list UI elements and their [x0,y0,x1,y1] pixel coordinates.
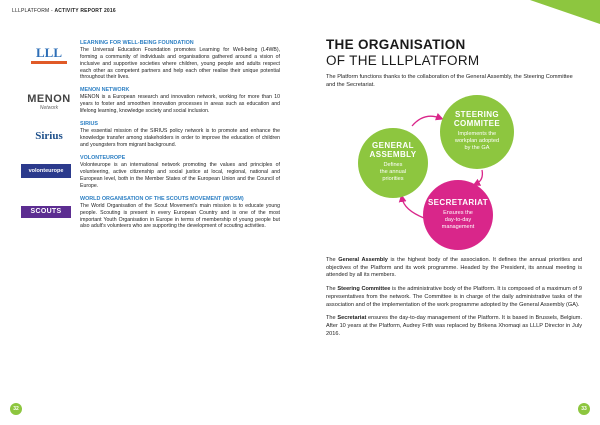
body-text [326,257,582,344]
paragraph-bold: Steering Committee [337,286,391,293]
menon-logo-sub: Network [39,104,59,111]
paragraph: The General Assembly is the highest body of the association. It defines the annual priorities and objectives of the Platform and its work programme. Headed by the President, its annual meeting is attended by all its members. [326,257,582,279]
steering-committee-circle [440,95,514,169]
l4wb-logo [24,42,74,68]
page-number-left: 32 [10,403,22,415]
sirius-logo: Sirius [35,130,63,143]
page-title: THE ORGANISATION [326,37,466,52]
volonteurope-logo: volonteurope [21,164,71,178]
secretariat-desc-3: management [441,224,475,231]
l4wb-logo-bar [31,61,67,64]
partner-list [24,40,280,236]
steering-desc-2: workplan adopted [454,138,500,145]
partner-description: Volonteurope is an international network promoting the values and principles of volunteering, active citizenship and social justice at local, regional, national and European level, both in the Member States of the European Union and the Council of Europe. [80,162,280,189]
partner-item [24,196,280,230]
partner-description: MENON is a European research and innovation network, working for more than 10 years to foster and smoothen innovation processes in areas such as education and lifelong learning, knowledge society and social inclusion. [80,94,280,115]
arrow-sc-to-sec [476,170,482,184]
scouts-logo: SCOUTS [21,206,71,218]
header-prefix: LLLPLATFORM - [12,8,55,14]
general-desc-1: Defines [383,161,403,168]
secretariat-desc-2: day-to-day [444,216,472,223]
arrow-sec-to-ga [402,198,424,218]
general-assembly-circle [358,128,428,198]
general-title-1: GENERAL [372,141,414,151]
steering-desc-1: Implements the [457,130,497,137]
corner-decoration [530,0,600,24]
paragraph: The Secretariat ensures the day-to-day management of the Platform. It is based in Brussels, Belgium. After 10 years at the Platform, Audrey Frith was replaced by Brikena Xhomaqi as LLLP Director in July 2016. [326,315,582,337]
partner-item [24,155,280,189]
partner-item [24,40,280,81]
secretariat-title: SECRETARIAT [427,197,489,207]
partner-title: VOLONTEUROPE [80,155,126,162]
paragraph-bold: General Assembly [338,257,388,263]
steering-title-2: COMMITEE [453,119,501,129]
steering-title-1: STEERING [454,110,500,120]
paragraph: The Steering Committee is the administrative body of the Platform. It is composed of a maximum of 9 representatives from the network. The Committee is in charge of the daily administrative tasks of the association and of the implementation of the work programme adopted by the General Assembly (GA). [326,286,582,308]
general-title-2: ASSEMBLY [369,150,417,160]
page-number-right: 33 [578,403,590,415]
secretariat-circle [423,180,493,250]
l4wb-logo-text: LLL [35,45,62,60]
header-title: ACTIVITY REPORT 2016 [54,8,116,14]
partner-item [24,87,280,115]
paragraph-bold: Secretariat [337,315,367,322]
partner-title: MENON NETWORK [80,87,130,94]
partner-item [24,121,280,149]
page-header [12,8,116,14]
arrow-ga-to-sc [412,116,440,126]
partner-description: The essential mission of the SIRIUS policy network is to promote and enhance the knowledge transfer among stakeholders in order to improve the education of children and youngsters from migrant background. [80,128,280,149]
partner-description: The Universal Education Foundation promotes Learning for Well-being (L4WB), forming a community of individuals and organisations gathered around a vision of inclusive and supportive societies where children, young people and adults respect each other as competent partners and help each other realise their unique potential throughout their lives. [80,47,280,81]
secretariat-desc-1: Ensures the [443,209,473,216]
organisation-section [326,37,582,89]
partner-title: WORLD ORGANISATION OF THE SCOUTS MOVEMENT (WOSM) [80,195,244,202]
steering-desc-3: by the GA [464,145,490,152]
general-desc-3: priorities [382,176,404,183]
intro-text: The Platform functions thanks to the collaboration of the General Assembly, the Steering Committee and the Secretariat. [326,74,573,88]
partner-description: The World Organisation of the Scout Movement's main mission is to educate young people. Scouting is present in every European Country and is one of the most important Youth Organisation in Europe in terms of membership of young people but also adult's volunteers who are supporting the development of scouting activities. [80,202,280,230]
menon-logo [24,89,74,115]
page-subtitle: OF THE LLLPLATFORM [326,52,480,68]
menon-logo-text: MENON [27,92,71,105]
partner-title: SIRIUS [80,121,98,128]
partner-title: LEARNING FOR WELL-BEING FOUNDATION [80,40,194,46]
general-desc-2: the annual [379,169,407,176]
